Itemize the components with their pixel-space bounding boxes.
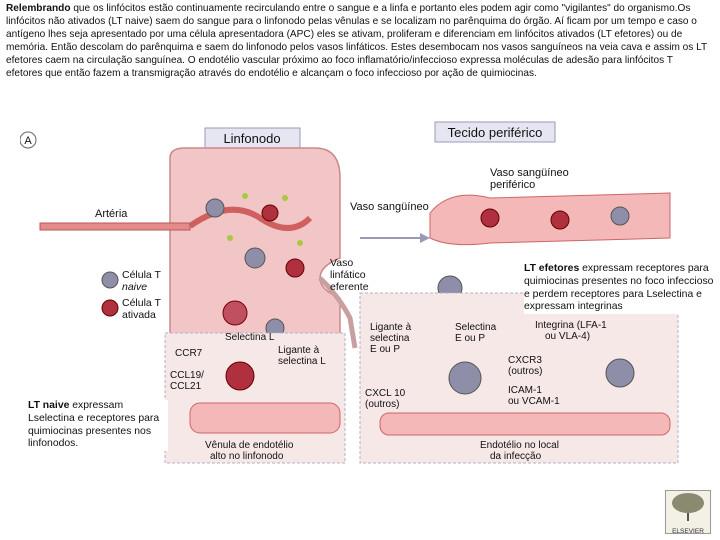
label-integrina-1: Integrina (LFA-1: [535, 320, 607, 331]
tree-icon: [666, 491, 710, 523]
activated-cell: [262, 205, 278, 221]
logo-text: ELSEVIER: [672, 528, 704, 535]
panel-letter: A: [24, 135, 32, 147]
label-cxcr3-1: CXCR3: [508, 355, 542, 366]
label-vaso-sanguineo: Vaso sangüíneo: [350, 201, 429, 213]
label-selectina-ep-1: Selectina: [455, 322, 497, 333]
callout-effector: [524, 263, 714, 314]
artery: [40, 223, 190, 230]
label-venula-2: alto no linfonodo: [210, 451, 284, 462]
naive-cell-hev: [226, 362, 254, 390]
peripheral-endothelium: [380, 413, 670, 435]
header-left: Linfonodo: [223, 131, 281, 146]
flow-arrow-head: [420, 233, 430, 243]
label-vaso-linfatico-2: linfático: [330, 269, 366, 281]
label-cxcl10-2: (outros): [365, 399, 400, 410]
callout-effector-bold: LT efetores: [524, 263, 580, 274]
elsevier-logo: [665, 490, 711, 534]
chemokine-dot: [242, 193, 248, 199]
label-icam-1: ICAM-1: [508, 385, 542, 396]
label-vaso-periferico-1: Vaso sangüíneo: [490, 167, 569, 179]
callout-effector-text: expressam receptores para quimiocinas presentes no foco infeccioso e perdem receptores para Lselectina e expressam integrinas: [524, 263, 714, 313]
apc-cell: [223, 301, 247, 325]
intro-paragraph: [6, 3, 712, 80]
naive-cell: [611, 207, 629, 225]
label-arteria: Artéria: [95, 208, 128, 220]
label-cxcl10-1: CXCL 10: [365, 388, 406, 399]
label-ligante-ep-1: Ligante à: [370, 322, 412, 333]
effector-cell-endothelium: [606, 359, 634, 387]
label-celula-ativada-2: ativada: [122, 309, 156, 321]
label-celula-naive-2: naive: [122, 281, 148, 293]
label-vaso-periferico-2: periférico: [490, 179, 536, 191]
label-cxcr3-2: (outros): [508, 366, 543, 377]
intro-body: que os linfócitos estão continuamente recirculando entre o sangue e a linfa e portanto eles podem agir como "vigilantes" do organismo.Os linfócitos não ativados (LT naive) saem do sangue para o linfonodo pelas vênulas e se localizam no parênquima do órgão. Aí ficam por um tempo e caso o antígeno lhes seja apresentado por uma célula apresentadora (APC) eles se ativam, proliferam e diferenciam em linfócitos ativados (LT efetores) ou de memória. Então descolam do parênquima e saem do linfonodo pelos vasos linfáticos. Estes desembocam nos vasos sanguíneos na veia cava e assim os LT efetores caem na circulação sanguínea. O endotélio vascular próximo ao foco inflamatório/infeccioso expressa moléculas de adesão para linfócitos T efetores que então fazem a transmigração através do endotélio e alcançam o foco infeccioso por ação de quimiocinas.: [6, 3, 707, 79]
intro-lead: Relembrando: [6, 3, 71, 14]
label-endotelio-1: Endotélio no local: [480, 440, 559, 451]
naive-cell: [206, 199, 224, 217]
label-ligante-ep-3: E ou P: [370, 344, 401, 355]
callout-naive-bold: LT naive: [28, 400, 70, 411]
label-integrina-2: ou VLA-4): [545, 331, 591, 342]
label-ccl19-2: CCL21: [170, 381, 202, 392]
label-ligante-selectina-l-2: selectina L: [278, 356, 326, 367]
activated-cell: [481, 209, 499, 227]
activated-cell: [286, 259, 304, 277]
label-venula-1: Vênula de endotélio: [205, 440, 294, 451]
peripheral-vessel: [430, 193, 670, 245]
label-ligante-ep-2: selectina: [370, 333, 410, 344]
label-icam-2: ou VCAM-1: [508, 396, 560, 407]
label-ligante-selectina-l-1: Ligante à: [278, 345, 320, 356]
label-celula-ativada-1: Célula T: [122, 297, 161, 309]
label-endotelio-2: da infecção: [490, 451, 542, 462]
label-celula-naive-1: Célula T: [122, 269, 161, 281]
chemokine-dot: [297, 240, 303, 246]
legend-activated-cell: [102, 300, 118, 316]
hev-endothelium: [190, 403, 340, 433]
label-vaso-linfatico-3: eferente: [330, 281, 369, 293]
callout-naive: [28, 400, 168, 451]
chemokine-dot: [227, 235, 233, 241]
chemokine-dot: [282, 195, 288, 201]
label-selectina-ep-2: E ou P: [455, 333, 486, 344]
legend-naive-cell: [102, 272, 118, 288]
label-selectina-l: Selectina L: [225, 332, 275, 343]
label-vaso-linfatico-1: Vaso: [330, 257, 354, 269]
callout-naive-text: expressam Lselectina e receptores para quimiocinas presentes nos linfonodos.: [28, 400, 160, 450]
effector-cell-endothelium: [449, 362, 481, 394]
header-right: Tecido periférico: [447, 125, 543, 140]
naive-cell: [245, 248, 265, 268]
label-ccr7: CCR7: [175, 348, 203, 359]
activated-cell: [551, 211, 569, 229]
label-ccl19-1: CCL19/: [170, 370, 204, 381]
